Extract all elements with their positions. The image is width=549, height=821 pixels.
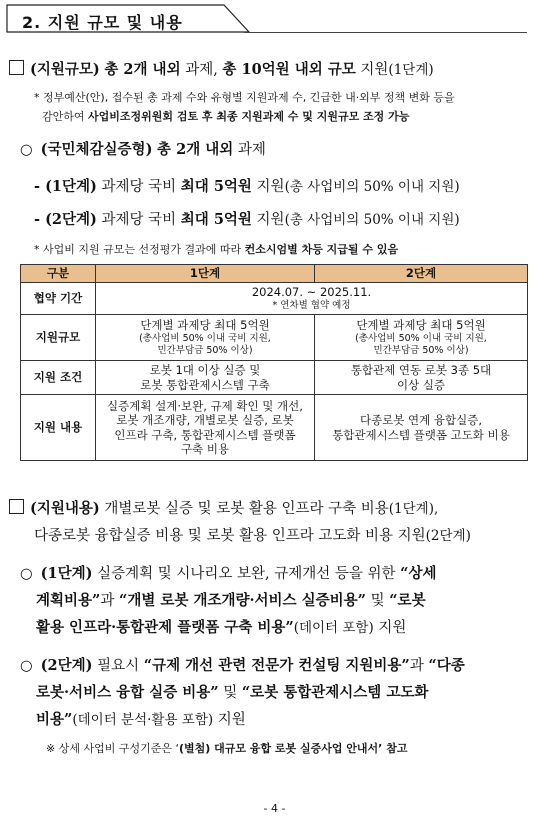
- scale-note-3: * 사업비 지원 규모는 선정평가 결과에 따라 컨소시엄별 차등 지급될 수 있음: [34, 243, 399, 256]
- stage2-line: - (2단계) 과제당 국비 최대 5억원 지원(총 사업비의 50% 이내 지원): [34, 211, 460, 228]
- scale-note-1: * 정부예산(안), 접수된 총 과제 수와 유형별 지원과제 수, 긴급한 내·외부 정책 변화 등을: [34, 91, 455, 104]
- table-cell: 단계별 과제당 최대 5억원 (총사업비 50% 이내 국비 지원, 민간부담금 50% 이상): [96, 315, 315, 361]
- circle-bullet-icon: ○: [20, 658, 33, 674]
- section-title: 2. 지원 규모 및 내용: [22, 13, 183, 32]
- table-row: [21, 361, 528, 395]
- scale-note-2: 감안하여 사업비조정위원회 검토 후 최종 지원과제 수 및 지원규모 조정 가능: [42, 110, 410, 123]
- section-header: [6, 4, 250, 34]
- row-label: 협약 기간: [21, 283, 96, 315]
- table-row: [21, 315, 528, 361]
- content-stage2-line-1: ○ (2단계) 필요시 “규제 개선 관련 전문가 컨설팅 지원비용”과 “다종: [20, 657, 465, 674]
- content-heading-line-2: 다종로봇 융합실증 비용 및 로봇 활용 인프라 고도화 비용 지원(2단계): [34, 528, 471, 544]
- table-header-row: [21, 265, 528, 283]
- checkbox-square-icon: [9, 499, 24, 514]
- content-stage1-line-2: 계획비용”과 “개별 로봇 개조개량·서비스 실증비용” 및 “로봇: [36, 592, 426, 609]
- scale-heading: (지원규모) 총 2개 내외 과제, 총 10억원 내외 규모 지원(1단계): [9, 58, 434, 79]
- reference-note: ※ 상세 사업비 구성기준은 ‘(별첨) 대규모 융합 로봇 실증사업 안내서’ 참고: [46, 742, 408, 755]
- table-row: [21, 283, 528, 315]
- content-stage1-line-1: ○ (1단계) 실증계획 및 시나리오 보완, 규제개선 등을 위한 “상세: [20, 565, 437, 582]
- stage1-line: - (1단계) 과제당 국비 최대 5억원 지원(총 사업비의 50% 이내 지원): [34, 178, 460, 195]
- support-table: [20, 264, 528, 461]
- row-label: 지원 내용: [21, 395, 96, 461]
- table-cell: 2024.07. ~ 2025.11. * 연차별 협약 예정: [96, 283, 528, 315]
- content-stage2-line-3: 비용”(데이터 분석·활용 포함) 지원: [36, 711, 246, 728]
- table-cell: 로봇 1대 이상 실증 및 로봇 통합관제시스템 구축: [96, 361, 315, 395]
- row-label: 지원 조건: [21, 361, 96, 395]
- row-label: 지원규모: [21, 315, 96, 361]
- sub-heading: ○ (국민체감실증형) 총 2개 내외 과제: [20, 141, 266, 158]
- table-cell: 다종로봇 연계 융합실증, 통합관제시스템 플랫폼 고도화 비용: [315, 395, 528, 461]
- checkbox-square-icon: [9, 60, 24, 75]
- page-number: - 4 -: [263, 802, 286, 815]
- content-stage1-line-3: 활용 인프라·통합관제 플랫폼 구축 비용”(데이터 포함) 지원: [36, 619, 407, 636]
- table-cell: 통합관제 연동 로봇 3종 5대 이상 실증: [315, 361, 528, 395]
- section-rule: [244, 32, 527, 33]
- circle-bullet-icon: ○: [20, 142, 33, 158]
- content-stage2-line-2: 로봇·서비스 융합 실증 비용” 및 “로봇 통합관제시스템 고도화: [36, 684, 429, 701]
- table-cell: 실증계획 설계·보완, 규제 확인 및 개선, 로봇 개조개량, 개별로봇 실증, 로봇 인프라 구축, 통합관제시스템 플랫폼 구축 비용: [96, 395, 315, 461]
- table-cell: 단계별 과제당 최대 5억원 (총사업비 50% 이내 국비 지원, 민간부담금 50% 이상): [315, 315, 528, 361]
- table-row: [21, 395, 528, 461]
- table-header-cell: 구분: [21, 265, 96, 283]
- content-heading-line-1: (지원내용) 개별로봇 실증 및 로봇 활용 인프라 구축 비용(1단계),: [9, 497, 438, 518]
- table-header-cell: 2단계: [315, 265, 528, 283]
- table-header-cell: 1단계: [96, 265, 315, 283]
- circle-bullet-icon: ○: [20, 566, 33, 582]
